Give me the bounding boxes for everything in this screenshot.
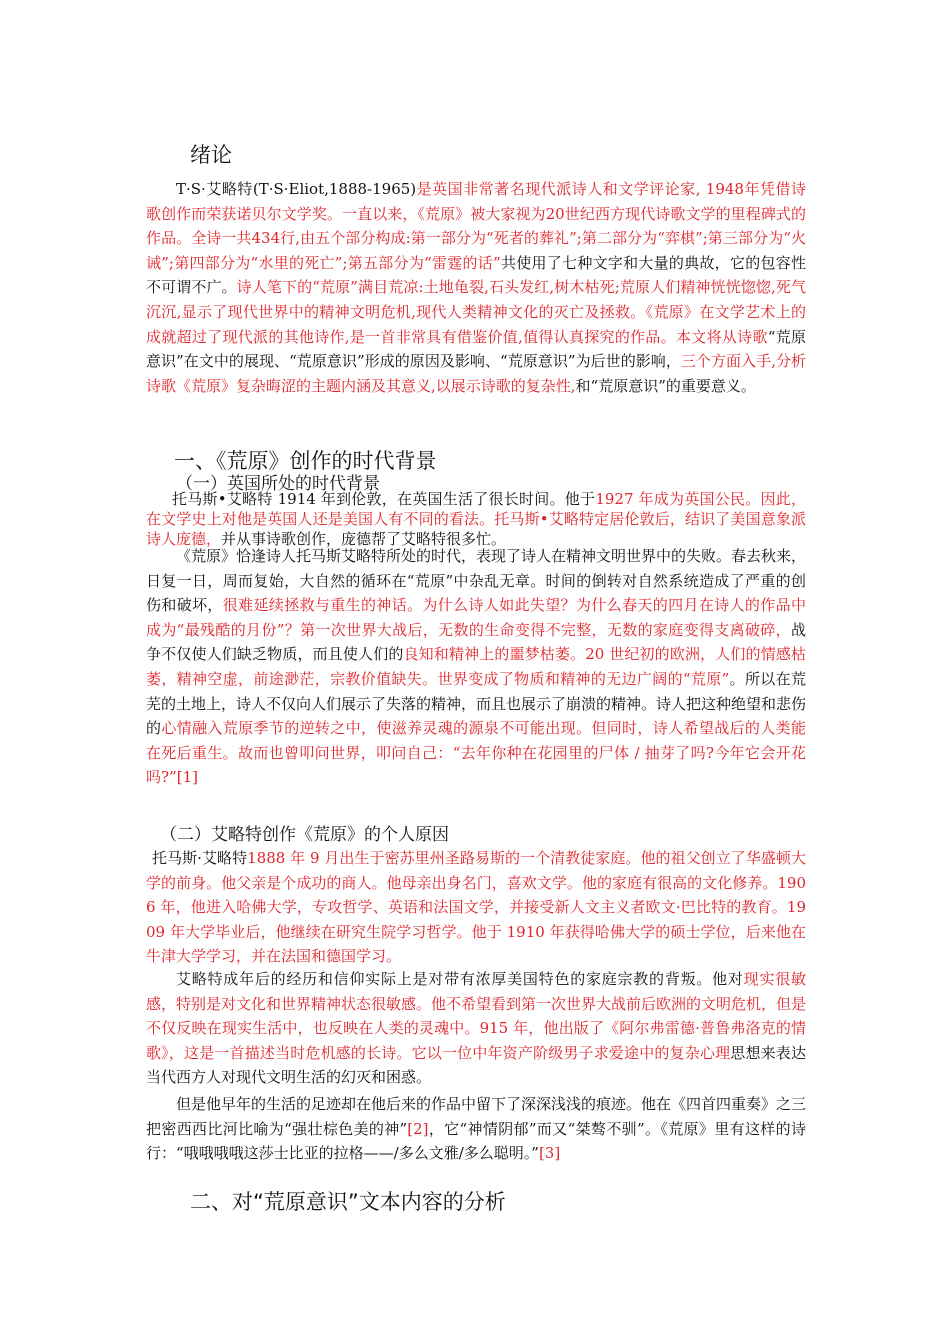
text-run: 托马斯·艾略特 xyxy=(152,849,248,867)
text-run: 。所以在荒芜的土地上，诗人不仅向人们展示了失落的精神，而且也展示了崩溃的精神。诗人把这种绝望和悲伤的 xyxy=(146,669,807,738)
heading-section-1: 一、《荒原》创作的时代背景 xyxy=(174,449,437,473)
text-run: 战争不仅使人们缺乏物质，而且使人们的 xyxy=(146,620,806,664)
heading-subsection-2: （二）艾略特创作《荒原》的个人原因 xyxy=(160,825,449,845)
text-run: 是英国非常著名现代派诗人和文学评论家, 1948年凭借诗歌创作而荣获诺贝尔文学奖。一直以来，《荒原》被大家视为20世纪西方现代诗歌文学的里程碑式的作品。全诗一共434行,由五个部分构成:第一部分为“死者的葬礼”;第二部分为“弈棋”;第三部分为“火诫”;第四部分为“水里的死亡”;第五部分为“雷霆的话” xyxy=(146,180,806,272)
paragraph-intro xyxy=(146,177,806,398)
paragraph-early-life xyxy=(146,1092,806,1166)
text-run: 但是他早年的生活的足迹却在他后来的作品中留下了深深浅浅的痕迹。他在《四首四重奏》之三把密西西比河比喻为“强壮棕色美的神” xyxy=(146,1095,807,1138)
text-run: [3] xyxy=(538,1144,561,1163)
text-run: 《荒原》恰逢诗人托马斯艾略特所处的时代，表现了诗人在精神文明世界中的失败。春去秋来，日复一日，周而复始，大自然的循环在“荒原”中杂乱无章。时间的倒转对自然系统造成了严重的创伤和破坏， xyxy=(146,547,807,615)
text-run: 三个方面入手,分析诗歌《荒原》复杂晦涩的主题内涵及其意义,以展示诗歌的复杂性, xyxy=(146,352,806,395)
text-run: T·S·艾略特(T·S·Eliot,1888-1965) xyxy=(176,180,417,198)
text-run: 并从事诗歌创作，庞德帮了艾略特很多忙。 xyxy=(221,530,507,548)
paragraph-biography xyxy=(146,846,806,969)
text-run: 艾略特成年后的经历和信仰实际上是对带有浓厚美国特色的家庭宗教的背叛。他对 xyxy=(176,970,744,988)
text-run: ，它“神情阴郁”而又“桀骜不驯”。《荒原》里有这样的诗行：“哦哦哦哦这莎士比亚的拉格——/多么文雅/多么聪明。” xyxy=(146,1119,806,1163)
text-run: [2] xyxy=(407,1119,429,1138)
paragraph-era-background xyxy=(146,489,806,549)
heading-introduction: 绪论 xyxy=(190,143,232,167)
heading-subsection-1: （一）英国所处的时代背景 xyxy=(176,474,380,494)
text-run: “荒原意识”在文中的展现、“荒原意识”形成的原因及影响、“荒原意识”为后世的影响， xyxy=(146,327,806,371)
text-run: 1888 年 9 月出生于密苏里州圣路易斯的一个清教徒家庭。他的祖父创立了华盛顿大学的前身。他父亲是个成功的商人。他母亲出身名门，喜欢文学。他的家庭有很高的文化修养。1906 年，他进入哈佛大学，专攻哲学、英语和法国文学，并接受新人文主义者欧文·巴比特的教育。1909 年大学毕业后，他继续在研究生院学习哲学。他于 1910 年获得哈佛大学的硕士学位，后来他在牛津大学学习，并在法国和德国学习。 xyxy=(146,849,806,966)
text-run: 思想来表达当代西方人对现代文明生活的幻灭和困惑。 xyxy=(146,1043,806,1087)
text-run: 心情融入荒原季节的逆转之中，使滋养灵魂的源泉不可能出现。但同时，诗人希望战后的人类能在死后重生。故而也曾叩问世界，叩问自己：“去年你种在花园里的尸体 / 抽芽了吗?今年它会开花吗?”[1] xyxy=(146,719,806,787)
heading-section-2: 二、对“荒原意识”文本内容的分析 xyxy=(190,1190,506,1214)
text-run: 现实很敏感，特别是对文化和世界精神状态很敏感。他不希望看到第一次世界大战前后欧洲的文明危机，但是不仅反映在现实生活中，也反映在人类的灵魂中。915 年，他出版了《阿尔弗雷德·普鲁弗洛克的情歌》，这是一首描述当时危机感的长诗。它以一位中年资产阶级男子求爱途中的复杂心理 xyxy=(146,970,807,1062)
text-run: 和“荒原意识”的重要意义。 xyxy=(575,376,756,395)
paragraph-beliefs xyxy=(146,967,806,1090)
text-run: 1927 年成为英国公民。因此，在文学史上对他是英国人还是美国人有不同的看法。托马斯•艾略特定居伦敦后，结识了美国意象派诗人庞德， xyxy=(146,490,807,548)
text-run: 托马斯•艾略特 1914 年到伦敦，在英国生活了很长时间。他于 xyxy=(172,490,596,508)
text-run: 很难延续拯救与重生的神话。为什么诗人如此失望？为什么春天的四月在诗人的作品中成为“最残酷的月份”？第一次世界大战后，无数的生命变得不完整，无数的家庭变得支离破碎， xyxy=(146,596,806,639)
text-run: 诗人笔下的“荒原”满目荒凉:土地龟裂,石头发红,树木枯死;荒原人们精神恍恍惚惚,死气沉沉,显示了现代世界中的精神文明危机,现代人类精神文化的灭亡及拯救。《荒原》在文学艺术上的成就超过了现代派的其他诗作,是一首非常具有借鉴价值,值得认真探究的作品。本文将从诗歌 xyxy=(146,278,806,346)
paragraph-wasteland-era xyxy=(146,544,806,790)
text-run: 共使用了七种文字和大量的典故，它的包容性不可谓不广。 xyxy=(146,253,806,297)
text-run: 良知和精神上的噩梦枯萎。20 世纪初的欧洲，人们的情感枯萎，精神空虚，前途渺茫，宗教价值缺失。世界变成了物质和精神的无边广阔的“荒原” xyxy=(146,645,806,688)
